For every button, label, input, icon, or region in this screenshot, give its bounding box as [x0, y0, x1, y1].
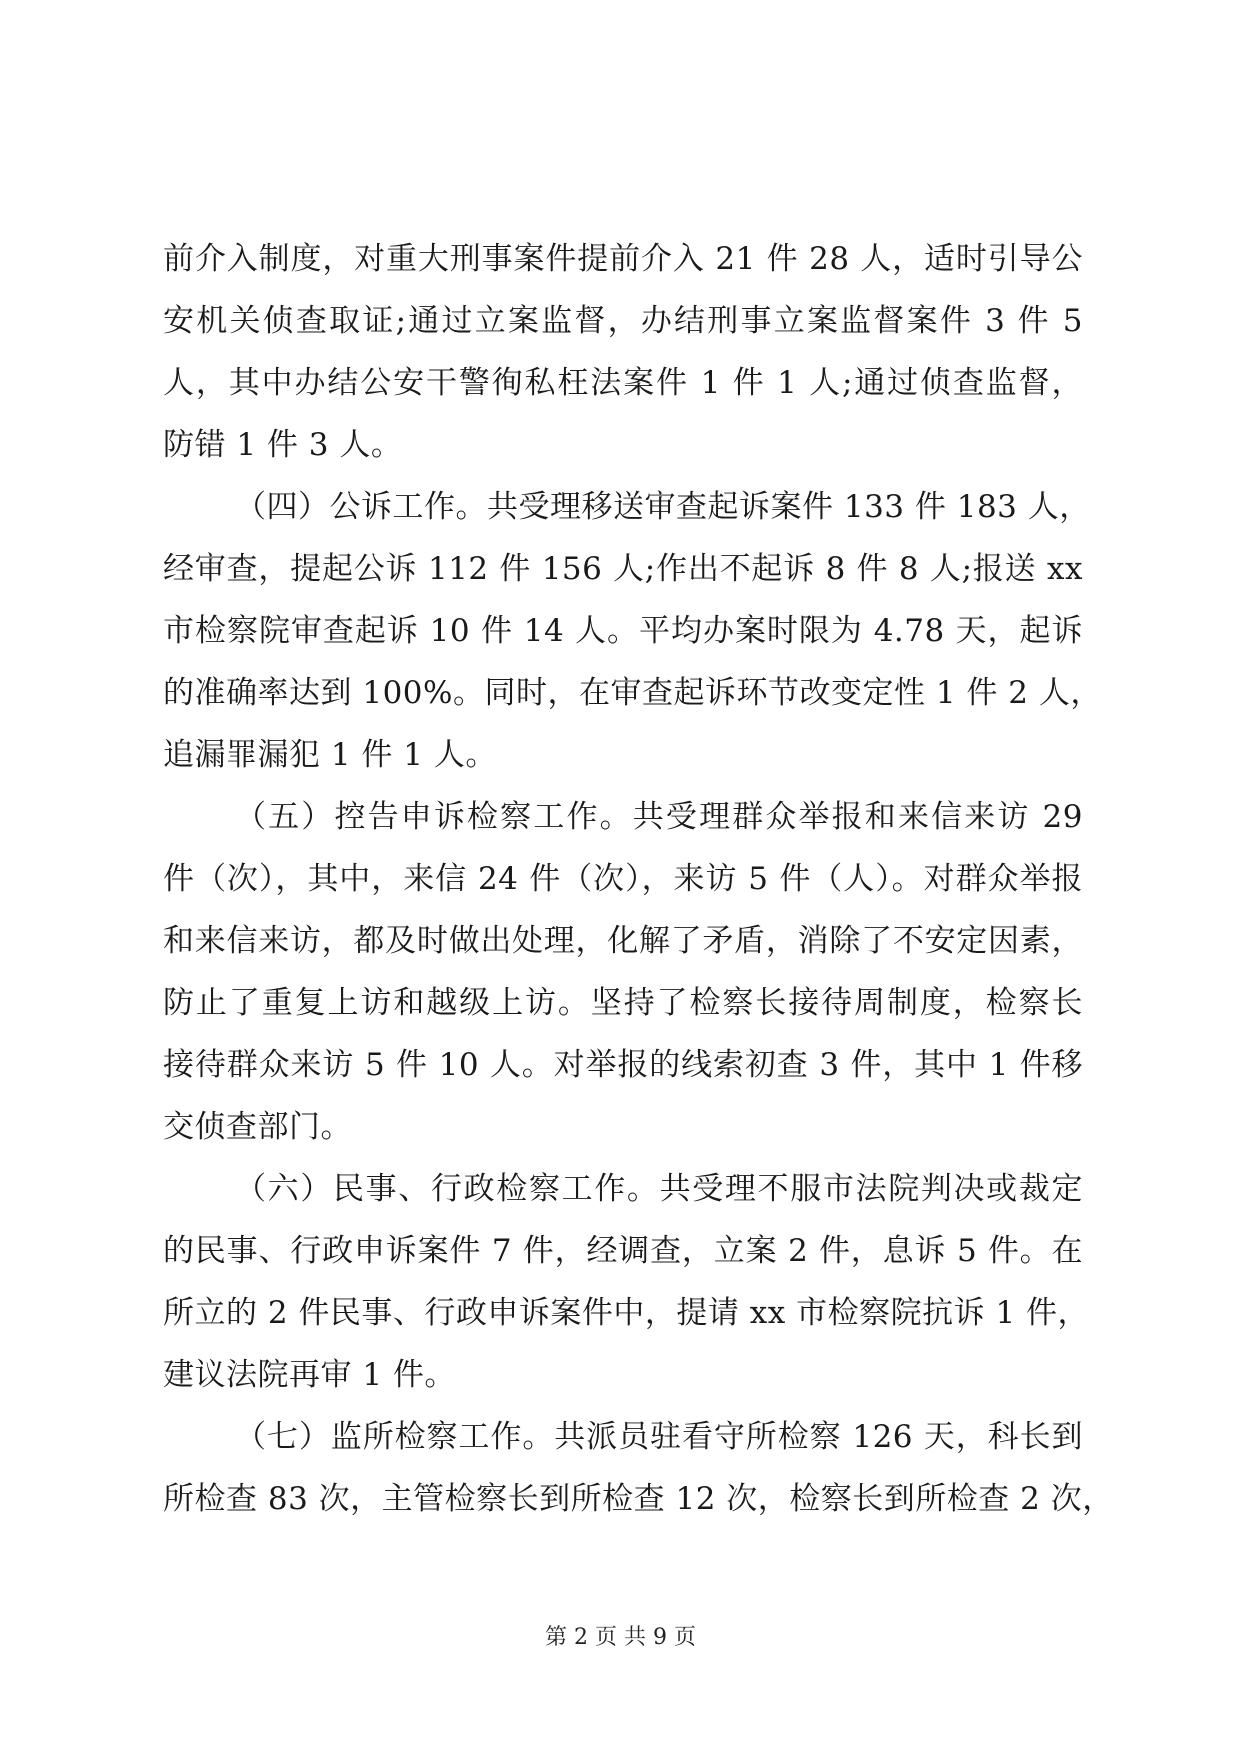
- text-line: 和来信来访，都及时做出处理，化解了矛盾，消除了不安定因素，: [163, 923, 1083, 959]
- document-body: [163, 228, 1114, 1530]
- text-line: 交侦查部门。: [163, 1109, 352, 1145]
- text-line: 市检察院审查起诉 10 件 14 人。平均办案时限为 4.78 天，起诉: [163, 613, 1083, 649]
- text-line: 的民事、行政申诉案件 7 件，经调查，立案 2 件，息诉 5 件。在: [163, 1233, 1083, 1269]
- text-line: 经审查，提起公诉 112 件 156 人;作出不起诉 8 件 8 人;报送 xx: [163, 551, 1083, 587]
- text-line: 防止了重复上访和越级上访。坚持了检察长接待周制度，检察长: [163, 985, 1083, 1021]
- text-line: 人，其中办结公安干警徇私枉法案件 1 件 1 人;通过侦查监督，: [163, 365, 1083, 401]
- text-line: 建议法院再审 1 件。: [163, 1357, 456, 1393]
- paragraph-konggao: [163, 786, 1083, 1158]
- text-line: 接待群众来访 5 件 10 人。对举报的线索初查 3 件，其中 1 件移: [163, 1047, 1083, 1083]
- text-line: （六）民事、行政检察工作。共受理不服市法院判决或裁定: [235, 1171, 1083, 1207]
- paragraph-continuation: [163, 228, 1083, 476]
- text-line: （五）控告申诉检察工作。共受理群众举报和来信来访 29: [235, 799, 1083, 835]
- text-line: 安机关侦查取证;通过立案监督，办结刑事立案监督案件 3 件 5: [163, 303, 1083, 339]
- text-line: 件（次），其中，来信 24 件（次），来访 5 件（人）。对群众举报: [163, 861, 1083, 897]
- page-number: 第 2 页 共 9 页: [545, 1625, 696, 1650]
- text-line: 的准确率达到 100%。同时，在审查起诉环节改变定性 1 件 2 人，: [163, 675, 1102, 711]
- text-line: 所检查 83 次，主管检察长到所检查 12 次，检察长到所检查 2 次，: [163, 1481, 1114, 1517]
- text-line: 所立的 2 件民事、行政申诉案件中，提请 xx 市检察院抗诉 1 件，: [163, 1295, 1090, 1331]
- text-line: 追漏罪漏犯 1 件 1 人。: [163, 737, 497, 773]
- page-footer: [0, 1620, 1241, 1651]
- paragraph-minshi: [163, 1158, 1090, 1406]
- text-line: （四）公诉工作。共受理移送审查起诉案件 133 件 183 人，: [235, 489, 1091, 525]
- paragraph-gongsu: [163, 476, 1102, 786]
- text-line: 防错 1 件 3 人。: [163, 427, 403, 463]
- text-line: （七）监所检察工作。共派员驻看守所检察 126 天，科长到: [235, 1419, 1083, 1455]
- paragraph-jiansuo: [163, 1406, 1114, 1530]
- text-line: 前介入制度，对重大刑事案件提前介入 21 件 28 人，适时引导公: [163, 241, 1083, 277]
